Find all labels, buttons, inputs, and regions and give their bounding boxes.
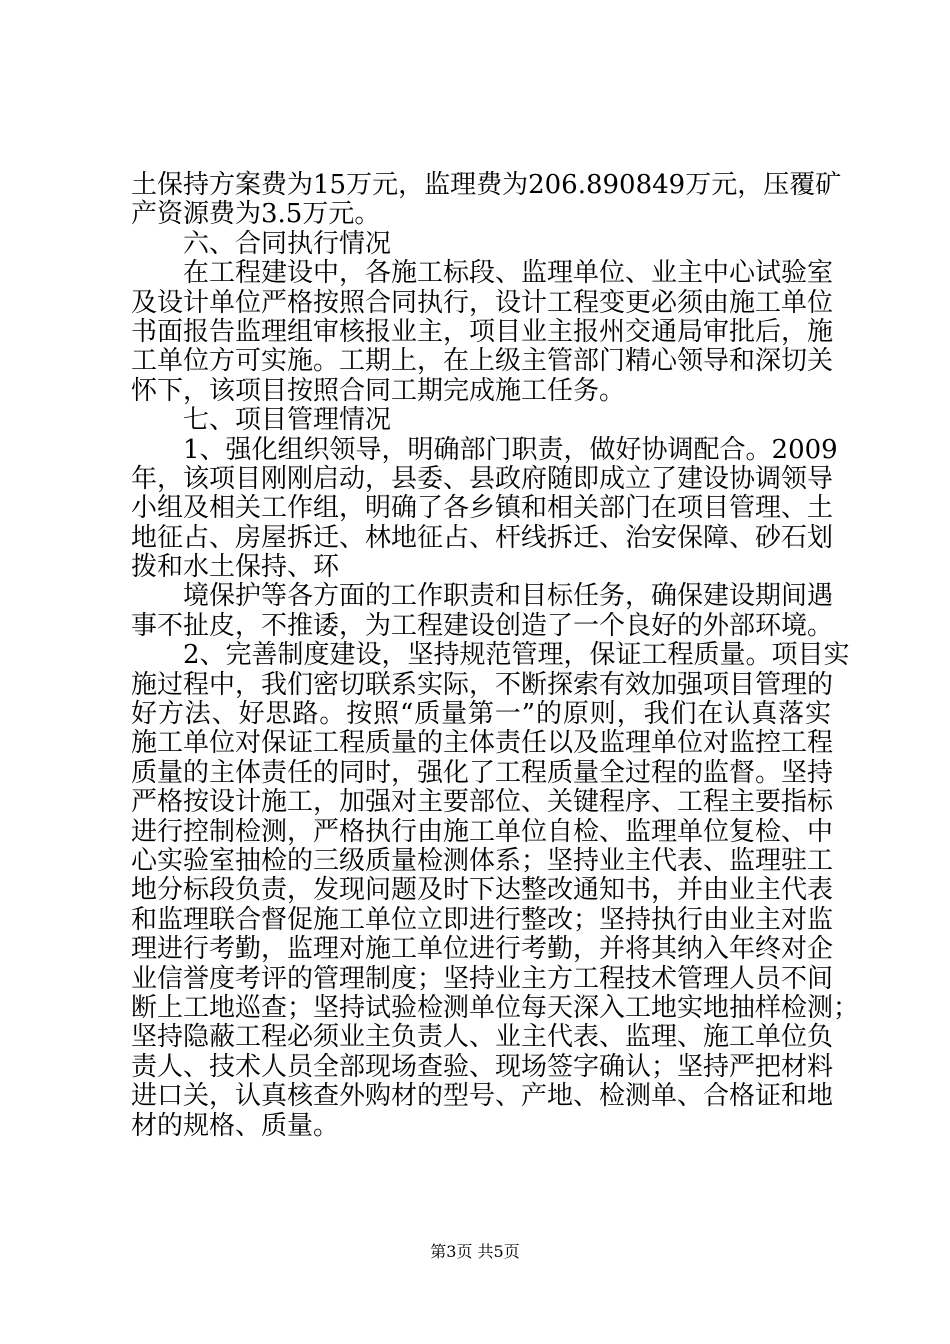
text-line: 好方法、好思路。按照“质量第一”的原则，我们在认真落实 [131,699,831,730]
text-line: 境保护等各方面的工作职责和目标任务，确保建设期间遇 [183,581,834,612]
text-line: 进行控制检测，严格执行由施工单位自检、监理单位复检、中 [131,816,834,847]
text-line: 理进行考勤，监理对施工单位进行考勤，并将其纳入年终对企 [131,934,834,965]
text-line: 地征占、房屋拆迁、林地征占、杆线拆迁、治安保障、砂石划 [131,522,834,553]
text-line: 材的规格、质量。 [131,1110,340,1141]
text-line: 书面报告监理组审核报业主，项目业主报州交通局审批后，施 [131,316,834,347]
text-line: 施工单位对保证工程质量的主体责任以及监理单位对监控工程 [131,728,834,759]
text-line: 责人、技术人员全部现场查验、现场签字确认；坚持严把材料 [131,1051,834,1082]
text-line: 和监理联合督促施工单位立即进行整改；坚持执行由业主对监 [131,904,834,935]
text-line: 土保持方案费为15万元，监理费为206.890849万元，压覆矿 [131,170,842,200]
text-line: 严格按设计施工，加强对主要部位、关键程序、工程主要指标 [131,787,834,818]
page-footer: 第3页 共5页 [430,1242,520,1261]
text-line: 质量的主体责任的同时，强化了工程质量全过程的监督。坚持 [131,757,834,788]
text-line: 工单位方可实施。工期上，在上级主管部门精心领导和深切关 [131,346,834,377]
text-line: 在工程建设中，各施工标段、监理单位、业主中心试验室 [183,258,834,289]
text-line: 产资源费为3.5万元。 [131,199,381,230]
text-line: 事不扯皮，不推诿，为工程建设创造了一个良好的外部环境。 [131,610,834,641]
text-line: 坚持隐蔽工程必须业主负责人、业主代表、监理、施工单位负 [131,1022,834,1053]
text-line: 拨和水土保持、环 [131,552,340,583]
text-line: 及设计单位严格按照合同执行，设计工程变更必须由施工单位 [131,287,834,318]
document-body [131,170,860,1141]
text-line: 心实验室抽检的三级质量检测体系；坚持业主代表、监理驻工 [131,845,834,876]
text-line: 业信誉度考评的管理制度；坚持业主方工程技术管理人员不间 [131,963,834,994]
text-line: 进口关，认真核查外购材的型号、产地、检测单、合格证和地 [131,1081,834,1112]
text-line: 地分标段负责，发现问题及时下达整改通知书，并由业主代表 [131,875,834,906]
text-line: 施过程中，我们密切联系实际，不断探索有效加强项目管理的 [131,669,834,700]
text-line: 断上工地巡查；坚持试验检测单位每天深入工地实地抽样检测； [131,992,860,1023]
text-line: 1、强化组织领导，明确部门职责，做好协调配合。2009 [183,434,838,465]
text-line: 小组及相关工作组，明确了各乡镇和相关部门在项目管理、土 [131,493,834,524]
text-line: 七、项目管理情况 [183,405,392,436]
text-line: 六、合同执行情况 [183,228,392,259]
text-line: 怀下，该项目按照合同工期完成施工任务。 [131,375,626,406]
text-line: 2、完善制度建设，坚持规范管理，保证工程质量。项目实 [183,640,850,671]
text-line: 年，该项目刚刚启动，县委、县政府随即成立了建设协调领导 [131,463,834,494]
